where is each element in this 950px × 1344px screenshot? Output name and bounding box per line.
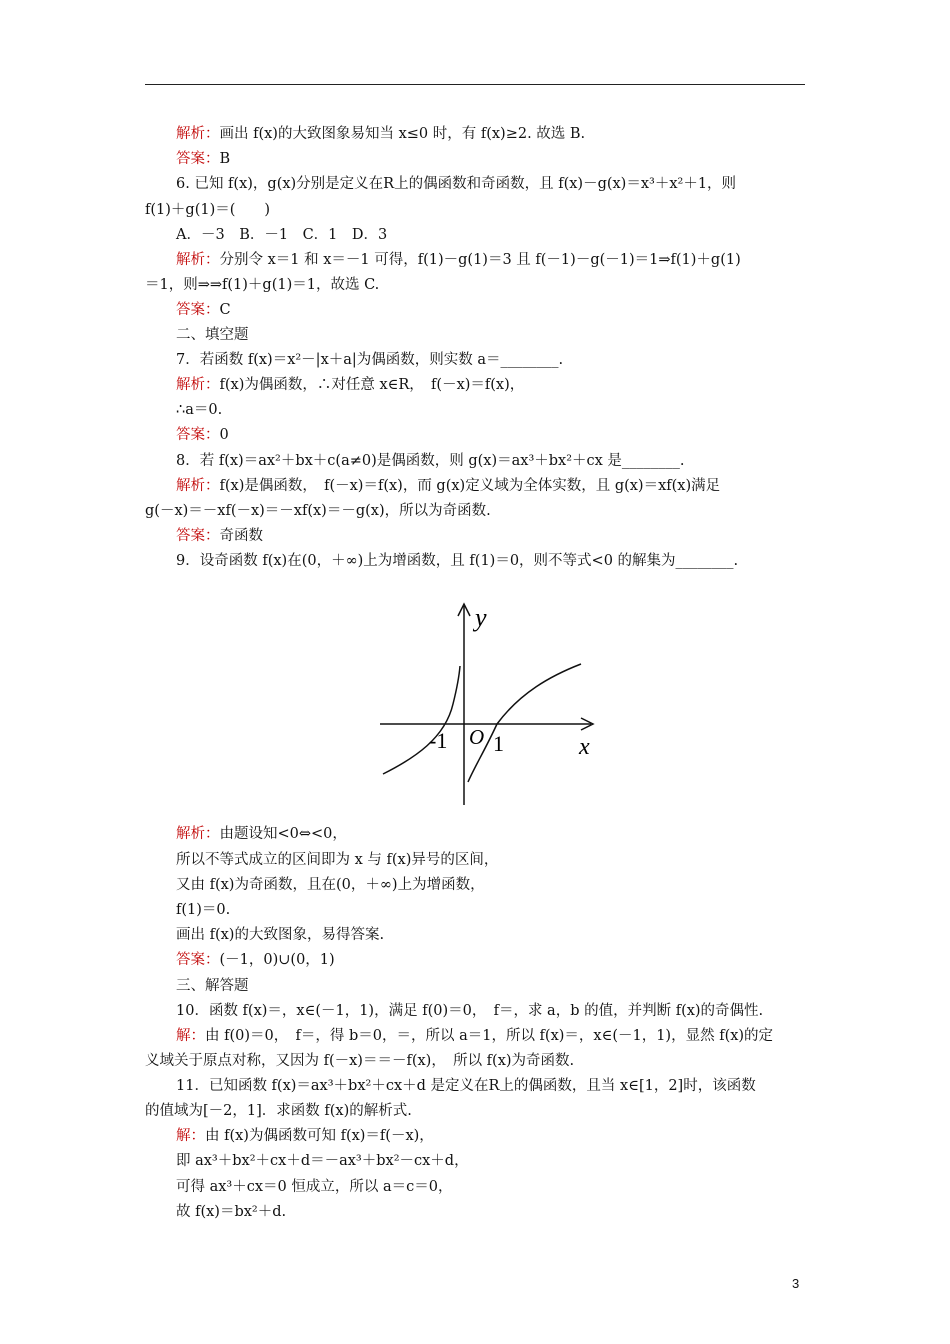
curve-left bbox=[383, 666, 460, 774]
text-line bbox=[176, 451, 841, 471]
line-label: 答案： bbox=[176, 151, 220, 167]
text-line bbox=[176, 1202, 841, 1222]
line-text: 分别令 x＝1 和 x＝－1 可得，f(1)－g(1)＝3 且 f(－1)－g(－1)＝1⇒f(1)＋g(1) bbox=[219, 252, 741, 268]
line-text: 又由 f(x)为奇函数，且在(0，＋∞)上为增函数， bbox=[176, 877, 485, 893]
text-line bbox=[176, 149, 841, 169]
line-text: 奇函数 bbox=[219, 528, 263, 544]
line-text: 由 f(x)为偶函数可知 f(x)＝f(－x)， bbox=[205, 1128, 434, 1144]
text-line bbox=[176, 225, 841, 245]
header-rule bbox=[145, 84, 805, 85]
text-line bbox=[176, 300, 841, 320]
line-text: 由 f(0)＝0， f＝，得 b＝0，＝，所以 a＝1，所以 f(x)＝，x∈(－1，1)，显然 f(x)的定 bbox=[205, 1028, 774, 1044]
text-line bbox=[176, 1001, 841, 1021]
text-line bbox=[176, 1076, 841, 1096]
line-label: 答案： bbox=[176, 302, 220, 318]
line-label: 解析： bbox=[176, 126, 220, 142]
text-line bbox=[176, 551, 841, 571]
text-line bbox=[176, 476, 841, 496]
line-text: f(1)＝0. bbox=[176, 902, 231, 918]
line-text: 义域关于原点对称，又因为 f(－x)＝＝－f(x)， 所以 f(x)为奇函数. bbox=[145, 1053, 575, 1069]
line-label: 解析： bbox=[176, 252, 220, 268]
line-text: 8．若 f(x)＝ax²＋bx＋c(a≠0)是偶函数，则 g(x)＝ax³＋bx²＋cx 是________. bbox=[176, 453, 685, 469]
origin-label: O bbox=[469, 725, 485, 749]
text-line bbox=[145, 1101, 810, 1121]
line-text: C bbox=[219, 302, 231, 318]
text-line bbox=[176, 1151, 841, 1171]
line-text: 10．函数 f(x)＝，x∈(－1，1)，满足 f(0)＝0， f＝，求 a，b 的值，并判断 f(x)的奇偶性. bbox=[176, 1003, 764, 1019]
line-text: 0 bbox=[219, 427, 229, 443]
text-line bbox=[176, 526, 841, 546]
line-text: 由题设知<0⇔<0， bbox=[219, 826, 347, 842]
line-text: 三、解答题 bbox=[176, 978, 249, 994]
line-text: 故 f(x)＝bx²＋d. bbox=[176, 1204, 287, 1220]
line-label: 解： bbox=[176, 1128, 205, 1144]
line-text: (－1，0)∪(0，1) bbox=[219, 952, 335, 968]
tick-label-1: 1 bbox=[493, 731, 504, 756]
text-line bbox=[145, 200, 810, 220]
text-line bbox=[145, 1051, 810, 1071]
line-label: 解析： bbox=[176, 478, 220, 494]
line-label: 答案： bbox=[176, 427, 220, 443]
text-line bbox=[176, 250, 841, 270]
text-line bbox=[176, 124, 841, 144]
text-line bbox=[145, 275, 810, 295]
line-label: 解析： bbox=[176, 377, 220, 393]
text-line bbox=[176, 1177, 841, 1197]
text-line bbox=[145, 501, 810, 521]
text-line bbox=[176, 976, 841, 996]
text-line bbox=[176, 375, 841, 395]
line-label: 答案： bbox=[176, 952, 220, 968]
line-text: 画出 f(x)的大致图象，易得答案. bbox=[176, 927, 385, 943]
curve-right bbox=[468, 664, 581, 782]
line-text: 二、填空题 bbox=[176, 327, 249, 343]
text-line bbox=[176, 325, 841, 345]
line-text: 的值域为[－2，1]．求函数 f(x)的解析式. bbox=[145, 1103, 412, 1119]
line-text: 6. 已知 f(x)，g(x)分别是定义在R上的偶函数和奇函数，且 f(x)－g(x)＝x³＋x²＋1，则 bbox=[176, 176, 737, 192]
text-line bbox=[176, 850, 841, 870]
line-text: ＝1，则⇒⇒f(1)＋g(1)＝1，故选 C. bbox=[145, 277, 380, 293]
text-line bbox=[176, 875, 841, 895]
line-text: f(x)为偶函数，∴对任意 x∈R， f(－x)＝f(x)， bbox=[219, 377, 525, 393]
page-number: 3 bbox=[792, 1276, 800, 1291]
line-label: 解： bbox=[176, 1028, 205, 1044]
line-text: 11．已知函数 f(x)＝ax³＋bx²＋cx＋d 是定义在R上的偶函数，且当 x∈[1，2]时，该函数 bbox=[176, 1078, 756, 1094]
text-line bbox=[176, 900, 841, 920]
line-text: g(－x)＝－xf(－x)＝－xf(x)＝－g(x)，所以为奇函数. bbox=[145, 503, 491, 519]
line-text: 画出 f(x)的大致图象易知当 x≤0 时，有 f(x)≥2. 故选 B. bbox=[219, 126, 586, 142]
line-text: 7．若函数 f(x)＝x²－|x＋a|为偶函数，则实数 a＝________. bbox=[176, 352, 564, 368]
line-text: 可得 ax³＋cx＝0 恒成立，所以 a＝c＝0， bbox=[176, 1179, 453, 1195]
text-line bbox=[176, 824, 841, 844]
line-text: f(1)＋g(1)＝( ) bbox=[145, 202, 271, 218]
line-text: f(x)是偶函数， f(－x)＝f(x)，而 g(x)定义域为全体实数，且 g(x)＝xf(x)满足 bbox=[219, 478, 721, 494]
line-label: 解析： bbox=[176, 826, 220, 842]
function-graph bbox=[375, 598, 605, 813]
text-line bbox=[176, 174, 841, 194]
line-text: 所以不等式成立的区间即为 x 与 f(x)异号的区间， bbox=[176, 852, 499, 868]
text-line bbox=[176, 925, 841, 945]
line-text: 9．设奇函数 f(x)在(0，＋∞)上为增函数，且 f(1)＝0，则不等式<0 的解集为________. bbox=[176, 553, 739, 569]
line-text: A．－3 B．－1 C．1 D．3 bbox=[176, 227, 388, 243]
line-label: 答案： bbox=[176, 528, 220, 544]
line-text: 即 ax³＋bx²＋cx＋d＝－ax³＋bx²－cx＋d， bbox=[176, 1153, 469, 1169]
line-text: B bbox=[219, 151, 231, 167]
text-line bbox=[176, 950, 841, 970]
text-line bbox=[176, 1126, 841, 1146]
y-axis-label: y bbox=[475, 603, 487, 632]
line-text: ∴a＝0. bbox=[176, 402, 223, 418]
x-axis-label: x bbox=[579, 734, 590, 760]
text-line bbox=[176, 350, 841, 370]
text-line bbox=[176, 425, 841, 445]
tick-label-neg1: -1 bbox=[429, 728, 448, 753]
text-line bbox=[176, 1026, 841, 1046]
text-line bbox=[176, 400, 841, 420]
